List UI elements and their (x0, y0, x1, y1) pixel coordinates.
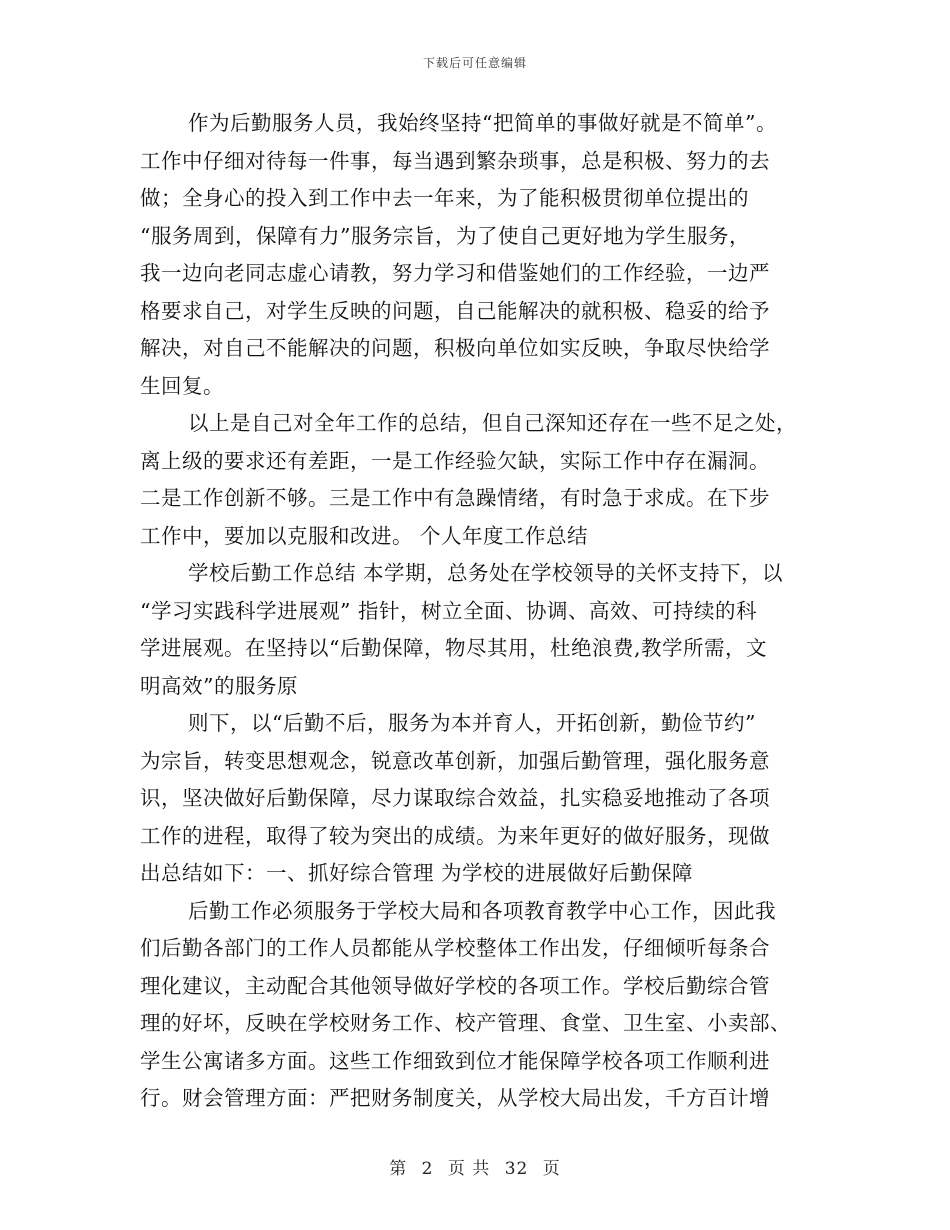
text-line: 学进展观。在坚持以“后勤保障，物尽其用，杜绝浪费,教学所需，文 (140, 636, 767, 660)
text-line: 行。财会管理方面：严把财务制度关，从学校大局出发，千方百计增 (140, 1086, 770, 1110)
text-line: 工作的进程，取得了较为突出的成绩。为来年更好的做好服务，现做 (140, 823, 770, 848)
text-line: “学习实践科学进展观” 指针，树立全面、协调、高效、可持续的科 (140, 598, 757, 623)
text-line: “服务周到，保障有力”服务宗旨，为了使自己更好地为学生服务， (140, 223, 750, 248)
text-line: 出总结如下：一、抓好综合管理 为学校的进展做好后勤保障 (140, 861, 694, 885)
body-text (140, 105, 820, 1118)
text-line: 工作中，要加以克服和改进。 个人年度工作总结 (140, 523, 589, 548)
text-line: 识，坚决做好后勤保障，尽力谋取综合效益，扎实稳妥地推动了各项 (140, 786, 770, 810)
text-line: 理的好坏，反映在学校财务工作、校产管理、食堂、卫生室、小卖部、 (140, 1011, 791, 1035)
total-page-count: 32 (504, 1159, 529, 1179)
current-page-number: 2 (421, 1159, 434, 1179)
text-line: 以上是自己对全年工作的总结，但自己深知还存在一些不足之处， (188, 411, 797, 435)
footer-prefix: 第 (389, 1159, 408, 1179)
text-line: 为宗旨，转变思想观念，锐意改革创新，加强后勤管理，强化服务意 (140, 748, 770, 773)
text-line: 做；全身心的投入到工作中去一年来，为了能积极贯彻单位提出的 (140, 186, 749, 210)
text-line: 工作中仔细对待每一件事，每当遇到繁杂琐事，总是积极、努力的去 (140, 148, 770, 173)
text-line: 学校后勤工作总结 本学期，总务处在学校领导的关怀支持下，以 (188, 561, 784, 585)
footer-middle: 页 共 (447, 1159, 491, 1179)
text-line: 学生公寓诸多方面。这些工作细致到位才能保障学校各项工作顺利进 (140, 1048, 770, 1073)
text-line: 后勤工作必须服务于学校大局和各项教育教学中心工作，因此我 (188, 898, 776, 923)
text-line: 明高效”的服务原 (140, 673, 298, 698)
text-line: 生回复。 (140, 373, 224, 398)
text-line: 二是工作创新不够。三是工作中有急躁情绪，有时急于求成。在下步 (140, 486, 770, 510)
text-line: 们后勤各部门的工作人员都能从学校整体工作出发，仔细倾听每条合 (140, 936, 770, 960)
text-line: 理化建议，主动配合其他领导做好学校的各项工作。学校后勤综合管 (140, 973, 770, 998)
text-line: 解决，对自己不能解决的问题，积极向单位如实反映，争取尽快给学 (140, 336, 770, 360)
text-line: 作为后勤服务人员，我始终坚持“把简单的事做好就是不简单”。 (188, 111, 777, 135)
text-line: 则下，以“后勤不后，服务为本并育人，开拓创新，勤俭节约” (188, 711, 756, 735)
page-header: 下载后可任意编辑 (422, 56, 527, 70)
page-footer (0, 1154, 950, 1179)
text-line: 离上级的要求还有差距，一是工作经验欠缺，实际工作中存在漏洞。 (140, 448, 770, 473)
text-line: 格要求自己，对学生反映的问题，自己能解决的就积极、稳妥的给予 (140, 298, 770, 323)
text-line: 我一边向老同志虚心请教，努力学习和借鉴她们的工作经验，一边严 (140, 261, 770, 285)
footer-suffix: 页 (542, 1159, 561, 1179)
